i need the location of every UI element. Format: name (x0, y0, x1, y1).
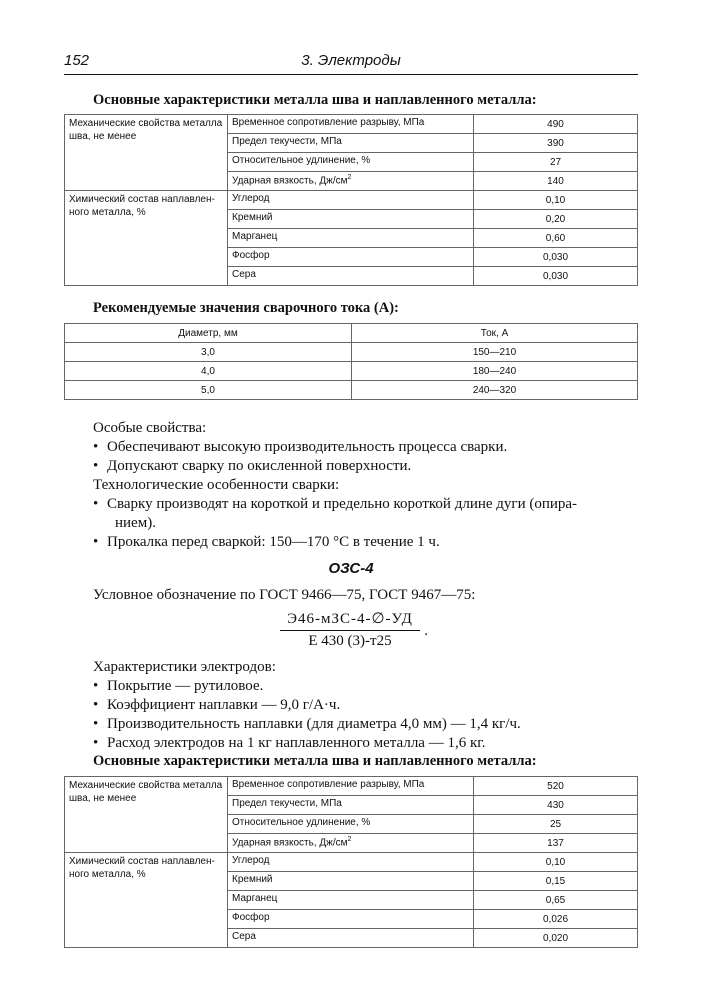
row-value: 0,020 (474, 929, 638, 948)
list-item: • Обеспечивают высокую производительность процесса сварки. (93, 438, 638, 457)
row-value: 0,030 (474, 267, 638, 286)
properties-text (93, 419, 638, 552)
row-label: Временное сопротивление разрыву, МПа (228, 777, 474, 796)
table-row (65, 115, 638, 134)
row-label: Марганец (228, 229, 474, 248)
row-value: 520 (474, 777, 638, 796)
group-mechanical: Механические свойства металла шва, не менее (65, 777, 228, 853)
formula-numerator: Э46-мЗС-4-∅-УД (280, 609, 420, 631)
formula-denominator: Е 430 (3)-т25 (308, 633, 392, 649)
table-row (65, 191, 638, 210)
row-value: 390 (474, 134, 638, 153)
row-label: Относительное удлинение, % (228, 153, 474, 172)
list-item: • Сварку производят на короткой и предельно короткой длине дуги (опира- (93, 495, 638, 514)
table-row (65, 777, 638, 796)
characteristics-text (93, 658, 638, 753)
row-value: 0,10 (474, 853, 638, 872)
running-header (64, 50, 638, 75)
current-cell: 180—240 (352, 362, 638, 381)
row-value: 137 (474, 834, 638, 853)
designation-text: Условное обозначение по ГОСТ 9466—75, ГОСТ 9467—75: (93, 587, 476, 603)
row-value: 27 (474, 153, 638, 172)
properties-table-1 (64, 114, 638, 286)
row-label: Марганец (228, 891, 474, 910)
diameter-cell: 4,0 (65, 362, 352, 381)
row-value: 0,030 (474, 248, 638, 267)
row-label: Ударная вязкость, $Дж/см^2$ (228, 172, 474, 191)
electrode-title: ОЗС-4 (328, 560, 374, 577)
column-header-diameter: Диаметр, мм (65, 324, 352, 343)
diameter-cell: 3,0 (65, 343, 352, 362)
section2-heading: Основные характеристики металла шва и наплавленного металла: (93, 753, 537, 769)
current-cell: 240—320 (352, 381, 638, 400)
row-label: Относительное удлинение, % (228, 815, 474, 834)
row-value: 490 (474, 115, 638, 134)
row-value: 0,026 (474, 910, 638, 929)
char-title: Характеристики электродов: (93, 659, 276, 675)
row-value: 430 (474, 796, 638, 815)
row-value: 0,65 (474, 891, 638, 910)
row-label: Кремний (228, 872, 474, 891)
table-row (65, 381, 638, 400)
designation-formula (280, 609, 428, 650)
current-cell: 150—210 (352, 343, 638, 362)
row-value: 0,10 (474, 191, 638, 210)
list-item: • Покрытие — рутиловое. (93, 677, 638, 696)
row-label: Углерод (228, 853, 474, 872)
current-table (64, 323, 638, 400)
row-label: Кремний (228, 210, 474, 229)
table-row (65, 362, 638, 381)
row-value: 0,20 (474, 210, 638, 229)
page-number: 152 (64, 52, 90, 69)
formula-period: . (424, 623, 428, 639)
row-label: Ударная вязкость, $Дж/см^2$ (228, 834, 474, 853)
list-item: • Коэффициент наплавки — 9,0 г/А·ч. (93, 696, 638, 715)
row-value: 0,15 (474, 872, 638, 891)
row-label: Сера (228, 929, 474, 948)
list-item: • Прокалка перед сваркой: 150—170 °С в течение 1 ч. (93, 533, 638, 552)
diameter-cell: 5,0 (65, 381, 352, 400)
list-item: • Допускают сварку по окисленной поверхности. (93, 457, 638, 476)
group-mechanical: Механические свойства металла шва, не менее (65, 115, 228, 191)
row-label: Временное сопротивление разрыву, МПа (228, 115, 474, 134)
table-row (65, 853, 638, 872)
row-label: Сера (228, 267, 474, 286)
group-chemical: Химический состав наплавлен-ного металла, % (65, 853, 228, 948)
properties-table-2 (64, 776, 638, 948)
chapter-title: 3. Электроды (301, 52, 401, 69)
column-header-current: Ток, А (352, 324, 638, 343)
row-label: Предел текучести, МПа (228, 134, 474, 153)
row-value: 0,60 (474, 229, 638, 248)
special-title: Особые свойства: (93, 420, 207, 436)
row-label: Фосфор (228, 248, 474, 267)
group-chemical: Химический состав наплавлен-ного металла, % (65, 191, 228, 286)
row-label: Предел текучести, МПа (228, 796, 474, 815)
table-header-row (65, 324, 638, 343)
tech-title: Технологические особенности сварки: (93, 477, 340, 493)
section1-heading: Основные характеристики металла шва и наплавленного металла: (93, 92, 537, 108)
list-item: • Расход электродов на 1 кг наплавленного металла — 1,6 кг. (93, 734, 638, 753)
row-value: 140 (474, 172, 638, 191)
list-item-continuation: нием). (115, 515, 156, 531)
current-heading: Рекомендуемые значения сварочного тока (А): (93, 300, 399, 316)
row-label: Углерод (228, 191, 474, 210)
list-item: • Производительность наплавки (для диаметра 4,0 мм) — 1,4 кг/ч. (93, 715, 638, 734)
row-label: Фосфор (228, 910, 474, 929)
table-row (65, 343, 638, 362)
row-value: 25 (474, 815, 638, 834)
